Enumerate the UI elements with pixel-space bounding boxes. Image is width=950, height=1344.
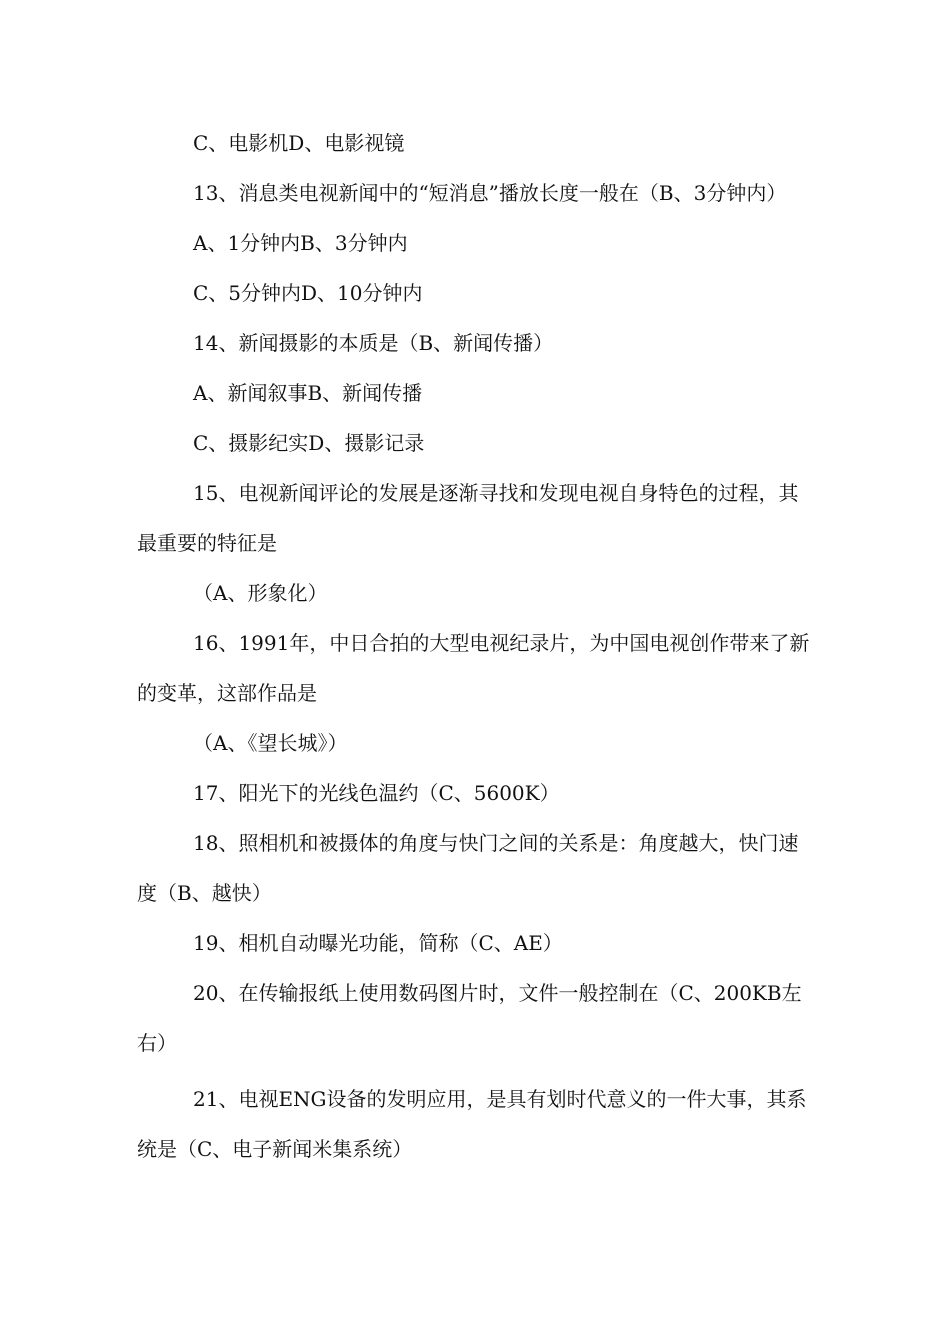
document-body [137,118,817,1174]
paragraph-option-c-d-12: C、电影机D、电影视镜 [193,131,405,155]
paragraph-question-18: 18、照相机和被摄体的角度与快门之间的关系是：角度越大，快门速度（B、越快） [137,831,799,905]
paragraph-question-19: 19、相机自动曝光功能，简称（C、AE） [193,931,563,955]
paragraph-question-15: 15、电视新闻评论的发展是逐渐寻找和发现电视自身特色的过程，其最重要的特征是 [137,481,799,555]
paragraph-option-c-d-14: C、摄影纪实D、摄影记录 [193,431,425,455]
paragraph-answer-16: （A、《望长城》） [193,731,348,755]
paragraph-question-16: 16、1991年，中日合拍的大型电视纪录片，为中国电视创作带来了新的变革，这部作品是 [137,631,810,705]
paragraph-option-c-d-13: C、5分钟内D、10分钟内 [193,281,423,305]
paragraph-question-17: 17、阳光下的光线色温约（C、5600K） [193,781,560,805]
paragraph-question-21: 21、电视ENG设备的发明应用，是具有划时代意义的一件大事，其系统是（C、电子新闻米集系统） [137,1087,807,1161]
paragraph-question-20: 20、在传输报纸上使用数码图片时，文件一般控制在（C、200KB左右） [137,981,802,1055]
paragraph-question-14: 14、新闻摄影的本质是（B、新闻传播） [193,331,554,355]
paragraph-answer-15: （A、形象化） [193,581,328,605]
paragraph-question-13: 13、消息类电视新闻中的“短消息”播放长度一般在（B、3分钟内） [193,181,787,205]
paragraph-option-a-b-14: A、新闻叙事B、新闻传播 [193,381,423,405]
paragraph-option-a-b-13: A、1分钟内B、3分钟内 [193,231,408,255]
